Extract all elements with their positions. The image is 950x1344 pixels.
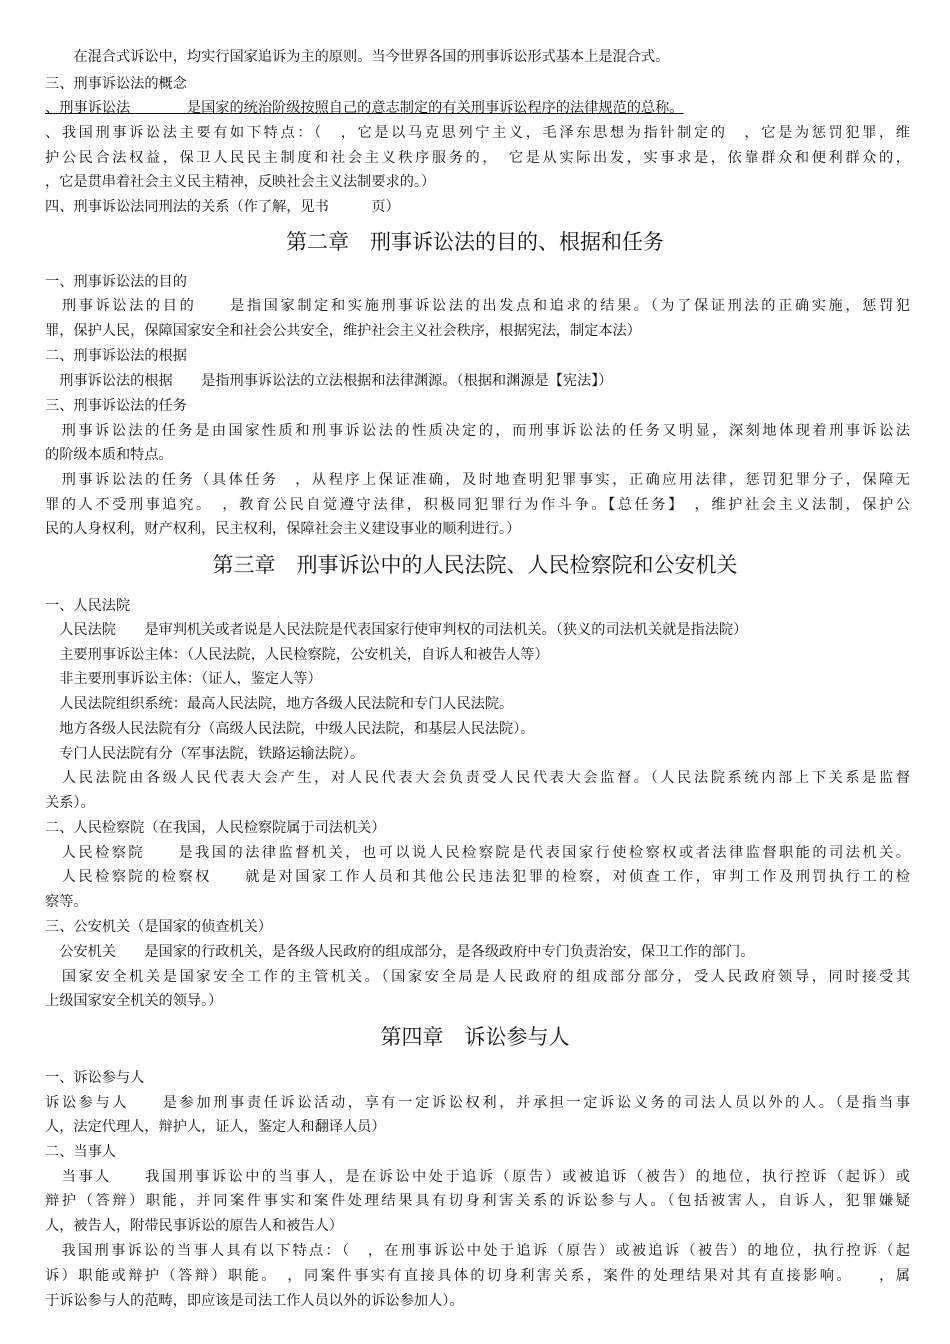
section-heading: 一、诉讼参与人 [45, 1070, 145, 1086]
section-heading: 一、人民法院 [45, 598, 131, 614]
definition-line: 、刑事诉讼法 是国家的统治阶级按照自己的意志制定的有关刑事诉讼程序的法律规范的总称。 [45, 100, 684, 116]
paragraph-line: 刑事诉讼法的任务是由国家性质和刑事诉讼法的性质决定的，而刑事诉讼法的任务又明显，深刻地体现着刑事诉讼法 [45, 423, 910, 439]
paragraph-line: 察等。 [45, 894, 88, 910]
paragraph-line: 刑事诉讼法的任务（具体任务 ，从程序上保证准确，及时地查明犯罪事实，正确应用法律，惩罚犯罪分子，保障无 [45, 472, 910, 488]
paragraph-line: 、我国刑事诉讼法主要有如下特点：（ ，它是以马克思列宁主义，毛泽东思想为指针制定的 ，它是为惩罚犯罪，维 [45, 125, 910, 141]
paragraph-line: 我国刑事诉讼的当事人具有以下特点：（ ，在刑事诉讼中处于追诉（原告）或被追诉（被告）的地位，执行控诉（起 [45, 1243, 910, 1259]
section-heading: 三、刑事诉讼法的任务 [45, 398, 187, 414]
paragraph-line: 罪的人不受刑事追究。 ，教育公民自觉遵守法律，积极同犯罪行为作斗争。【总任务】 ，维护社会主义法制，保护公 [45, 497, 910, 513]
paragraph-line: 人民检察院的检察权 就是对国家工作人员和其他公民违法犯罪的检察，对侦查工作，审判工作及刑罚执行工的检 [45, 869, 910, 885]
section-heading: 一、刑事诉讼法的目的 [45, 274, 187, 290]
paragraph-line: 上级国家安全机关的领导。） [45, 993, 223, 1009]
paragraph-line: 人，被告人，附带民事诉讼的原告人和被告人） [45, 1218, 343, 1234]
paragraph-line: 人民法院 是审判机关或者说是人民法院是代表国家行使审判权的司法机关。（狭义的司法机关就是指法院） [45, 622, 748, 638]
paragraph-line: 的阶级本质和特点。 [45, 447, 173, 463]
paragraph-line: 辩护（答辩）职能，并同案件事实和案件处理结果具有切身利害关系的诉讼参与人。（包括被害人，自诉人，犯罪嫌疑 [45, 1193, 910, 1209]
section-heading: 二、人民检察院（在我国，人民检察院属于司法机关） [45, 820, 386, 836]
chapter-title: 第三章 刑事诉讼中的人民法院、人民检察院和公安机关 [212, 553, 738, 577]
paragraph-line: 关系）。 [45, 795, 95, 811]
paragraph-line: 公安机关 是国家的行政机关，是各级人民政府的组成部分，是各级政府中专门负责治安，保卫工作的部门。 [45, 944, 755, 960]
paragraph-line: 国家安全机关是国家安全工作的主管机关。（国家安全局是人民政府的组成部分部分，受人民政府领导，同时接受其 [45, 969, 910, 985]
paragraph-line: 地方各级人民法院有分（高级人民法院，中级人民法院，和基层人民法院）。 [45, 721, 535, 737]
paragraph-line: 专门人民法院有分（军事法院，铁路运输法院）。 [45, 746, 365, 762]
paragraph-line: 刑事诉讼法的目的 是指国家制定和实施刑事诉讼法的出发点和追求的结果。（为了保证刑法的正确实施，惩罚犯 [45, 298, 910, 314]
section-heading: 二、当事人 [45, 1144, 116, 1160]
paragraph-line: 诉讼参与人 是参加刑事责任诉讼活动，享有一定诉讼权利，并承担一定诉讼义务的司法人员以外的人。（是指当事 [45, 1095, 910, 1111]
paragraph-line: 人民法院组织系统：最高人民法院，地方各级人民法院和专门人民法院。 [45, 696, 514, 712]
paragraph-line: ，它是贯串着社会主义民主精神，反映社会主义法制要求的。） [45, 174, 436, 190]
paragraph-line: 在混合式诉讼中，均实行国家追诉为主的原则。当今世界各国的刑事诉讼形式基本上是混合式。 [45, 49, 670, 65]
chapter-title: 第四章 诉讼参与人 [380, 1025, 570, 1049]
chapter-title: 第二章 刑事诉讼法的目的、根据和任务 [286, 230, 664, 254]
paragraph-line: 刑事诉讼法的根据 是指刑事诉讼法的立法根据和法律渊源。（根据和渊源是【宪法】） [45, 373, 613, 389]
section-heading: 三、公安机关（是国家的侦查机关） [45, 919, 273, 935]
section-heading: 四、刑事诉讼法同刑法的关系（作了解，见书 页） [45, 199, 400, 215]
paragraph-line: 人，法定代理人，辩护人，证人，鉴定人和翻译人员） [45, 1119, 386, 1135]
paragraph-line: 于诉讼参与人的范畴，即应该是司法工作人员以外的诉讼参加人）。 [45, 1293, 464, 1309]
paragraph-line: 当事人 我国刑事诉讼中的当事人，是在诉讼中处于追诉（原告）或被追诉（被告）的地位，执行控诉（起诉）或 [45, 1169, 910, 1185]
paragraph-line: 罪，保护人民，保障国家安全和社会公共安全，维护社会主义社会秩序，根据宪法，制定本法） [45, 323, 641, 339]
section-heading: 三、刑事诉讼法的概念 [45, 76, 187, 92]
paragraph-line: 人民法院由各级人民代表大会产生，对人民代表大会负责受人民代表大会监督。（人民法院系统内部上下关系是监督 [45, 770, 910, 786]
paragraph-line: 护公民合法权益，保卫人民民主制度和社会主义秩序服务的， 它是从实际出发，实事求是，依靠群众和便利群众的， [45, 150, 910, 166]
paragraph-line: 诉）职能或辩护（答辩）职能。 ，同案件事实有直接具体的切身利害关系，案件的处理结果对其有直接影响。 ，属 [45, 1268, 910, 1284]
paragraph-line: 非主要刑事诉讼主体：（证人，鉴定人等） [45, 671, 322, 687]
section-heading: 二、刑事诉讼法的根据 [45, 348, 187, 364]
paragraph-line: 人民检察院 是我国的法律监督机关，也可以说人民检察院是代表国家行使检察权或者法律监督职能的司法机关。 [45, 845, 910, 861]
paragraph-line: 民的人身权利，财产权利，民主权利，保障社会主义建设事业的顺利进行。） [45, 521, 521, 537]
paragraph-line: 主要刑事诉讼主体：（人民法院，人民检察院，公安机关，自诉人和被告人等） [45, 647, 549, 663]
